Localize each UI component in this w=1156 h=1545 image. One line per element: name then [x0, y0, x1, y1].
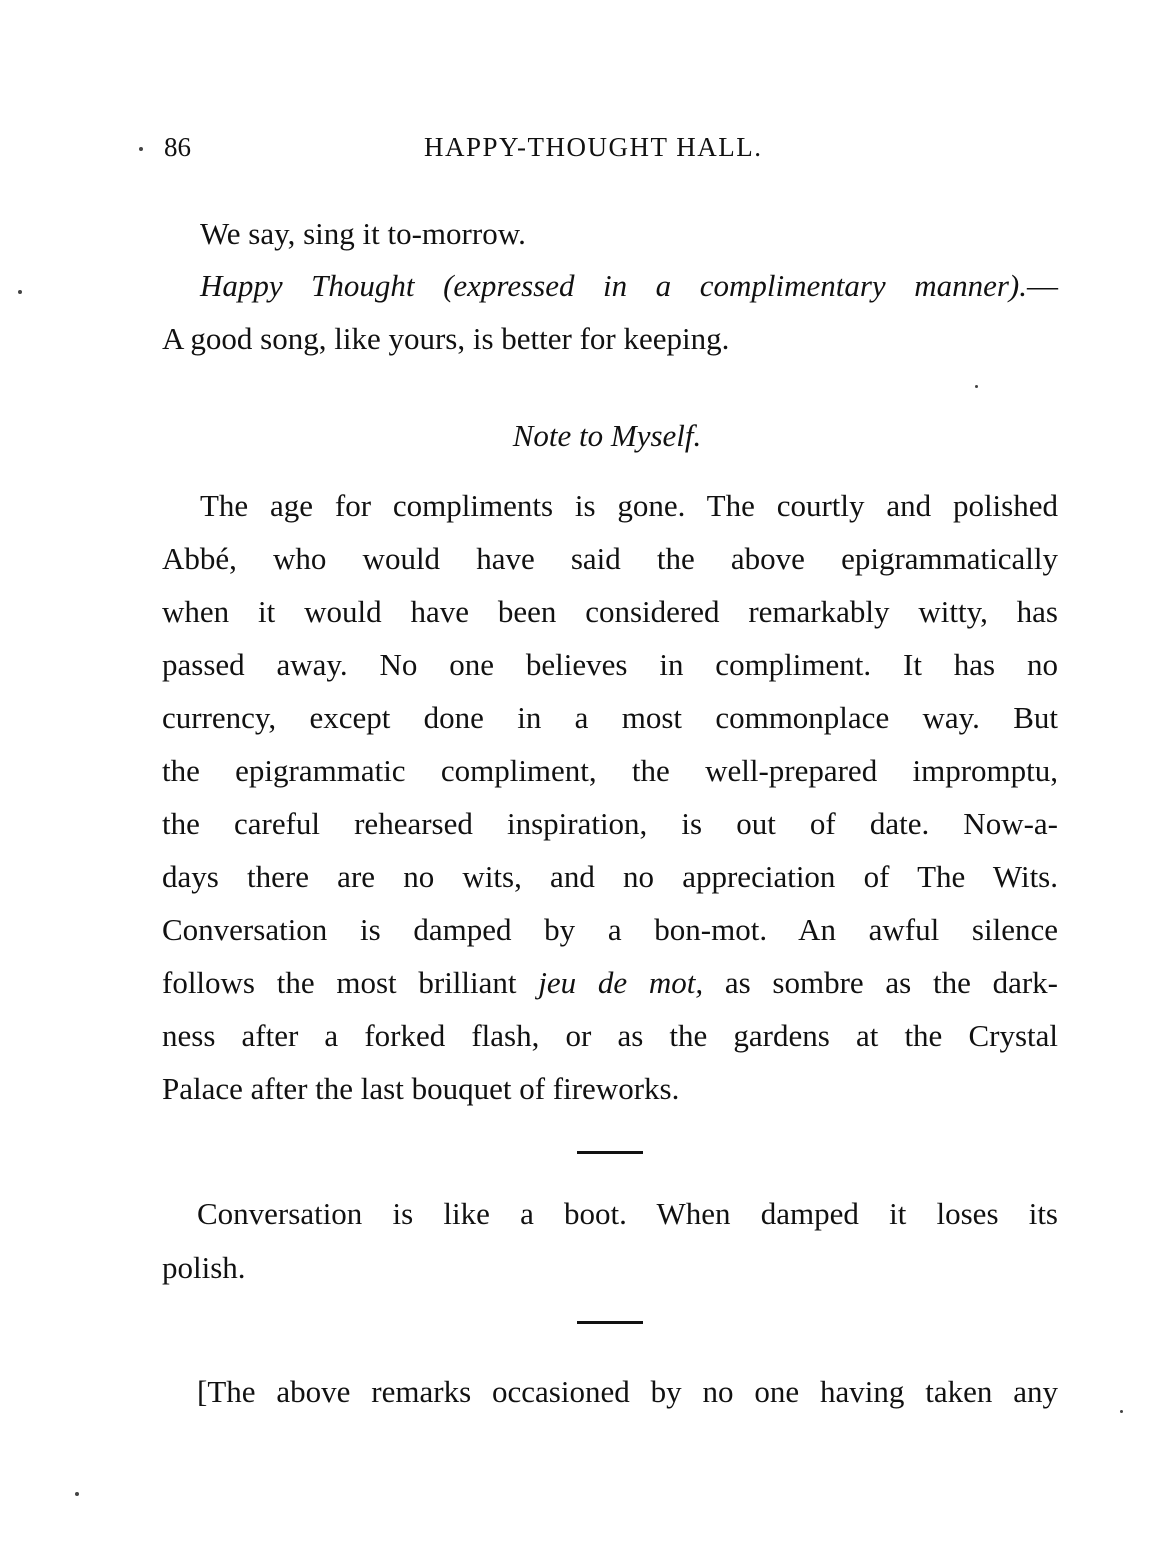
text-line: We say, sing it to-morrow. — [200, 216, 526, 251]
paragraph-line: the careful rehearsed inspiration, is out of date. Now-a- — [162, 806, 1058, 841]
paragraph-line: days there are no wits, and no appreciation of The Wits. — [162, 859, 1058, 894]
aphorism-line: polish. — [162, 1250, 246, 1285]
section-heading: Note to Myself. — [512, 418, 702, 453]
paragraph-line: ness after a forked flash, or as the gardens at the Crystal — [162, 1018, 1058, 1053]
line-text: follows the most brilliant — [162, 965, 539, 1000]
scan-speck — [1120, 1410, 1123, 1413]
text-line: A good song, like yours, is better for keeping. — [162, 321, 730, 356]
page-header — [160, 128, 800, 168]
paragraph-line — [162, 965, 1058, 1001]
paragraph-line: The age for compliments is gone. The courtly and polished — [200, 488, 1058, 523]
paragraph-line: Abbé, who would have said the above epigrammatically — [162, 541, 1058, 576]
page-number: 86 — [164, 132, 191, 162]
aphorism-line: Conversation is like a boot. When damped it loses its — [197, 1196, 1058, 1231]
paragraph-line: the epigrammatic compliment, the well-prepared impromptu, — [162, 753, 1058, 788]
line-text: as sombre as the dark- — [703, 965, 1058, 1000]
paragraph-line: Conversation is damped by a bon-mot. An awful silence — [162, 912, 1058, 947]
italic-phrase: jeu de mot, — [538, 965, 704, 1000]
running-head: HAPPY-THOUGHT HALL. — [424, 132, 763, 162]
em-dash: — — [1027, 268, 1058, 303]
paragraph-line: Palace after the last bouquet of fireworks. — [162, 1071, 680, 1106]
final-line: [The above remarks occasioned by no one having taken any — [197, 1374, 1058, 1409]
paragraph-line: when it would have been considered remarkably witty, has — [162, 594, 1058, 629]
happy-thought-line — [200, 268, 1058, 304]
paragraph-line: passed away. No one believes in compliment. It has no — [162, 647, 1058, 682]
section-divider — [577, 1151, 643, 1154]
scan-speck — [975, 385, 978, 388]
scan-speck — [18, 290, 22, 294]
section-divider — [577, 1321, 643, 1324]
scan-speck — [75, 1492, 79, 1496]
paragraph-line: currency, except done in a most commonplace way. But — [162, 700, 1058, 735]
happy-thought-text: Happy Thought (expressed in a complimentary manner). — [200, 268, 1027, 303]
scan-speck — [139, 147, 143, 151]
